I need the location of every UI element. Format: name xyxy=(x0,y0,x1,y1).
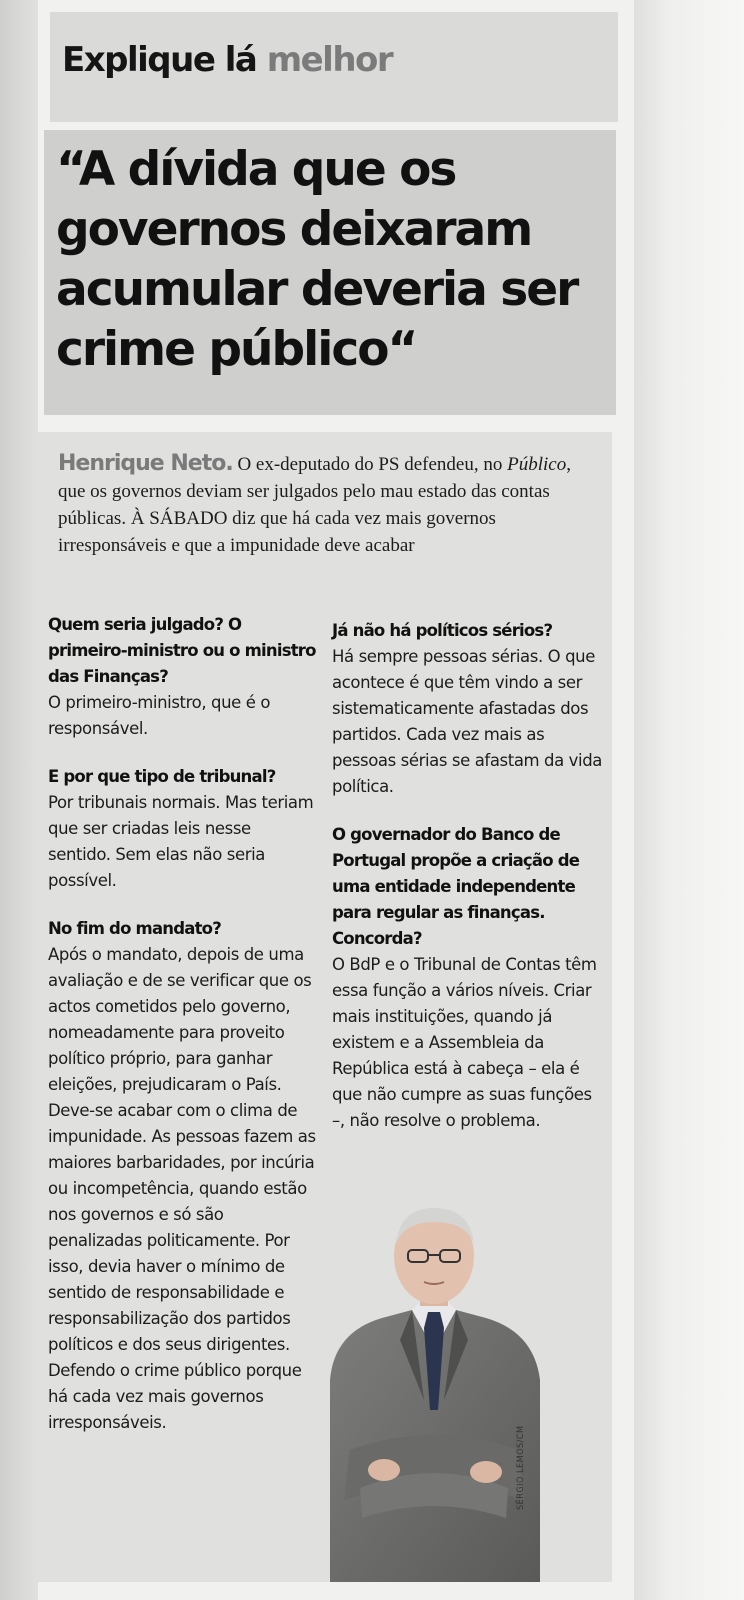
interview-column-left xyxy=(48,612,318,1458)
page-gutter-right xyxy=(620,0,744,1600)
headline-quote: “A dívida que os governos deixaram acumular deveria ser crime público“ xyxy=(56,142,578,377)
intro-text-before: O ex-deputado do PS defendeu, no xyxy=(237,454,503,475)
interview-answer: O BdP e o Tribunal de Contas têm essa função a vários níveis. Criar mais instituições, quando já existem e a Assembleia da República está à cabeça – ela é que não cumpre as suas funções –, não resolve o problema. xyxy=(332,955,597,1130)
interviewee-photo xyxy=(320,1200,548,1582)
section-title-accent: melhor xyxy=(266,40,393,80)
section-title-main: Explique lá xyxy=(62,40,257,80)
section-title xyxy=(62,40,392,80)
interview-answer: O primeiro-ministro, que é o responsável. xyxy=(48,693,271,738)
interview-answer: Há sempre pessoas sérias. O que acontece é que têm vindo a ser sistematicamente afastadas dos partidos. Cada vez mais as pessoas sérias se afastam da vida política. xyxy=(332,647,603,796)
article-intro xyxy=(58,450,598,559)
qa-item xyxy=(48,916,318,1436)
interview-question: Já não há políticos sérios? xyxy=(332,621,553,640)
page-gutter-left xyxy=(0,0,42,1600)
interview-question: Quem seria julgado? O primeiro-ministro ou o ministro das Finanças? xyxy=(48,615,316,686)
interview-question: O governador do Banco de Portugal propõe a criação de uma entidade independente para regular as finanças. Concorda? xyxy=(332,825,580,948)
qa-item xyxy=(332,822,602,1134)
interviewee-name: Henrique Neto. xyxy=(58,451,233,476)
qa-item xyxy=(48,612,318,742)
interview-answer: Após o mandato, depois de uma avaliação e de se verificar que os actos cometidos pelo governo, nomeadamente para proveito político próprio, para ganhar eleições, prejudicaram o País. Deve-se acabar com o clima de impunidade. As pessoas fazem as maiores barbaridades, por incúria ou incompetência, quando estão nos governos e só são penalizadas politicamente. Por isso, devia haver o mínimo de sentido de responsabilidade e responsabilização dos partidos políticos e dos seus dirigentes. Defendo o crime público porque há cada vez mais governos irresponsáveis. xyxy=(48,945,316,1432)
qa-item xyxy=(332,618,602,800)
interview-question: E por que tipo de tribunal? xyxy=(48,767,276,786)
photo-credit: SÉRGIO LEMOS/CM xyxy=(516,1425,526,1510)
qa-item xyxy=(48,764,318,894)
intro-publication: Público xyxy=(507,454,567,475)
interview-question: No fim do mandato? xyxy=(48,919,221,938)
intro-text-after: , que os governos deviam ser julgados pelo mau estado das contas públicas. À SÁBADO diz que há cada vez mais governos irresponsáveis e que a impunidade deve acabar xyxy=(58,454,571,556)
interview-answer: Por tribunais normais. Mas teriam que ser criadas leis nesse sentido. Sem elas não seria possível. xyxy=(48,793,314,890)
interview-column-right xyxy=(332,618,602,1156)
